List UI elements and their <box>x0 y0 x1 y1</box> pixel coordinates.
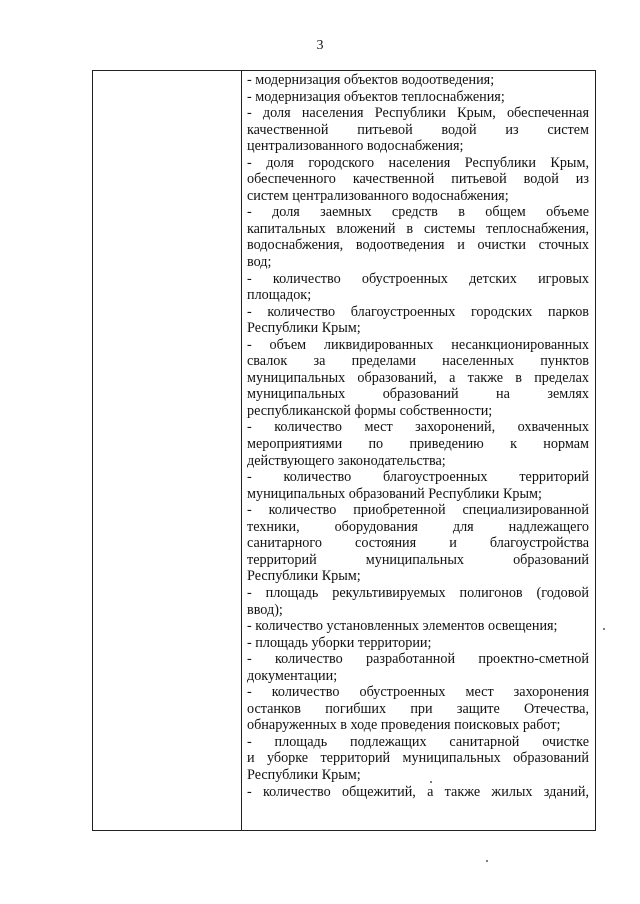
text-line: Республики Крым; <box>247 320 361 337</box>
text-line: республиканской формы собственности; <box>247 402 493 419</box>
text-line: - количество приобретенной специализированной <box>247 502 589 519</box>
text-line: - модернизация объектов теплоснабжения; <box>247 88 505 105</box>
text-line: - количество общежитий, а также жилых зданий, <box>247 783 589 800</box>
scan-speck <box>430 781 432 783</box>
text-line: - объем ликвидированных несанкционированных <box>247 336 589 353</box>
text-line: - количество обустроенных детских игровых <box>247 270 589 287</box>
text-line: площадок; <box>247 287 312 304</box>
text-line: Республики Крым; <box>247 568 361 585</box>
text-line: муниципальных образований Республики Крым; <box>247 485 542 502</box>
text-line: - доля городского населения Республики Крым, <box>247 154 589 171</box>
scan-speck <box>603 628 605 630</box>
text-line: Республики Крым; <box>247 766 361 783</box>
text-line: - количество благоустроенных городских парков <box>247 303 589 320</box>
text-line: - количество установленных элементов освещения; <box>247 618 558 635</box>
text-line: территорий муниципальных образований <box>247 551 589 568</box>
text-line: систем централизованного водоснабжения; <box>247 187 509 204</box>
text-line: обеспеченного качественной питьевой водой из <box>247 171 589 188</box>
text-line: санитарного состояния и благоустройства <box>247 535 589 552</box>
text-line: и уборке территорий муниципальных образований <box>247 750 589 767</box>
text-line: муниципальных образований, а также в пределах <box>247 369 589 386</box>
text-line: - площадь рекультивируемых полигонов (годовой <box>247 584 589 601</box>
scan-speck <box>486 860 488 862</box>
text-line: вод; <box>247 254 272 271</box>
text-line: - доля заемных средств в общем объеме <box>247 204 589 221</box>
page-number: 3 <box>316 38 324 53</box>
text-line: останков погибших при защите Отечества, <box>247 700 589 717</box>
text-line: - количество разработанной проектно-сметной <box>247 651 589 668</box>
text-line: муниципальных образований на землях <box>247 386 589 403</box>
text-line: - количество мест захоронений, охваченных <box>247 419 589 436</box>
text-line: капитальных вложений в системы теплоснабжения, <box>247 220 589 237</box>
table-right-cell <box>242 71 595 830</box>
text-line: обнаруженных в ходе проведения поисковых работ; <box>247 717 561 734</box>
text-line: качественной питьевой водой из систем <box>247 121 589 138</box>
table-left-cell <box>93 71 242 830</box>
text-line: ввод); <box>247 601 283 618</box>
indicators-table <box>92 70 596 831</box>
text-line: - доля населения Республики Крым, обеспеченная <box>247 105 589 122</box>
text-line: централизованного водоснабжения; <box>247 138 464 155</box>
text-line: свалок за пределами населенных пунктов <box>247 353 589 370</box>
text-line: документации; <box>247 667 338 684</box>
text-line: - количество благоустроенных территорий <box>247 469 589 486</box>
text-line: - площадь уборки территории; <box>247 634 432 651</box>
text-line: техники, оборудования для надлежащего <box>247 518 589 535</box>
text-line: действующего законодательства; <box>247 452 446 469</box>
text-line: - модернизация объектов водоотведения; <box>247 72 495 88</box>
text-line: - количество обустроенных мест захоронения <box>247 684 589 701</box>
text-line: - площадь подлежащих санитарной очистке <box>247 733 589 750</box>
text-line: мероприятиями по приведению к нормам <box>247 436 589 453</box>
text-line: водоснабжения, водоотведения и очистки сточных <box>247 237 589 254</box>
